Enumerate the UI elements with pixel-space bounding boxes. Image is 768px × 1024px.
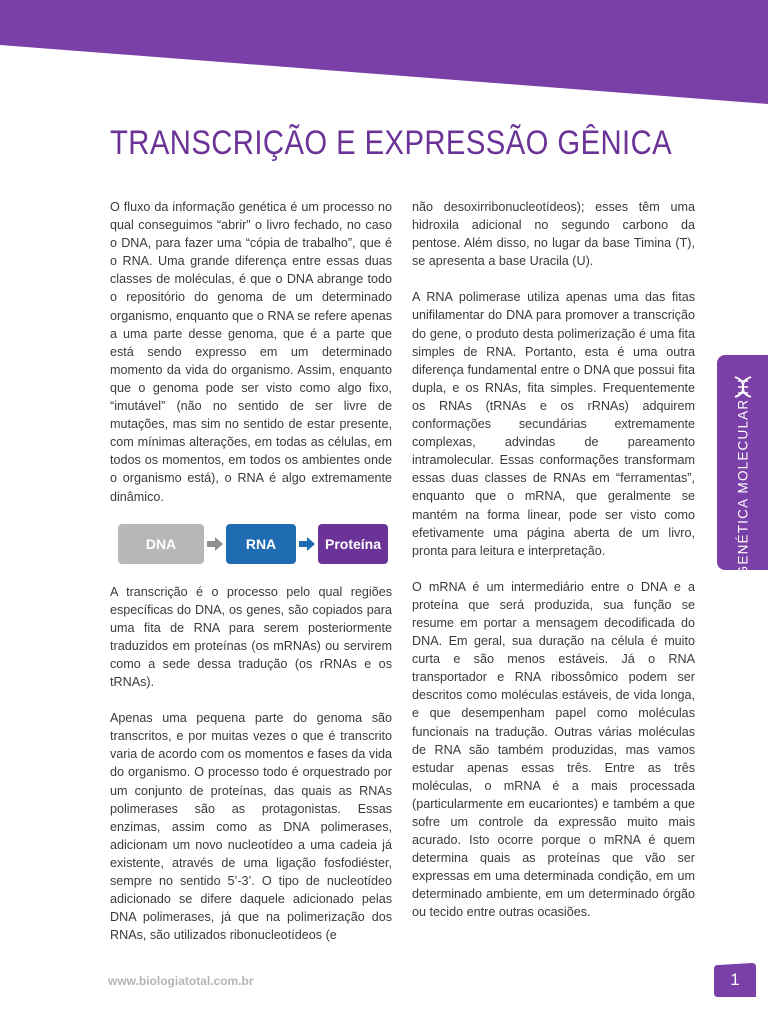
paragraph: O mRNA é um intermediário entre o DNA e a proteína que será produzida, sua função se resume em portar a mensagem decodificada do DNA. Em geral, sua duração na célula é muito curta e são menos estáveis. Já o RNA transportador e RNA ribossômico podem ser descritos como moléculas estáveis, de vida longa, e que desempenham papel como moléculas funcionais na tradução. Outras várias moléculas de RNA são também produzidas, mas vamos estudar apenas essas três. Entre as três moléculas, o mRNA é a mais processada (particularmente em eucariontes) e também a que sofre um controle da expressão muito mais acurado. Isto ocorre porque o mRNA é quem determina quais as proteínas que vão ser expressas em uma determinada condição, em um determinado ambiente, em um determinado órgão ou tecido entre outras ocasiões.: [412, 579, 695, 920]
footer-url: www.biologiatotal.com.br: [108, 974, 254, 988]
arrow-right-icon: [296, 537, 318, 551]
paragraph: O fluxo da informação genética é um processo no qual conseguimos “abrir” o livro fechado, no caso o DNA, para fazer uma “cópia de trabalho”, que é o RNA. Uma grande diferença entre essas duas classes de moléculas, é que o DNA abrange todo o repositório do genoma de um determinado organismo, enquanto que o RNA se refere apenas a uma parte desse genoma, que é a parte que está sendo expresso em um determinado momento da vida do organismo. Assim, enquanto que o genoma pode ser visto como algo fixo, “imutável” (não no sentido de ser livre de mutações, mas sim no sentido de estar presente, com mínimas alterações, em todas as células, em todos os momentos, em todos os ambientes onde o organismo está), o RNA é algo extremamente dinâmico.: [110, 200, 392, 504]
page-number: 1: [730, 970, 740, 989]
dna-rna-protein-flow-diagram: [118, 524, 392, 564]
left-column: [110, 198, 392, 962]
flow-box-dna: DNA: [118, 524, 204, 564]
side-tab-label: GENÉTICA MOLECULAR: [735, 398, 751, 577]
paragraph: Apenas uma pequena parte do genoma são transcritos, e por muitas vezes o que é transcrito varia de acordo com os momentos e fases da vida do organismo. O processo todo é orquestrado por um conjunto de proteínas, das quais as RNAs polimerases são as protagonistas. Essas enzimas, assim como as DNA polimerases, adicionam um novo nucleotídeo a uma cadeia já existente, através de uma ligação fosfodiéster, sempre no sentido 5’-3’. O tipo de nucleotídeo adicionado se difere daquele adicionado pelas DNA polimerases, já que na polimerização dos RNAs, são utilizados ribonucleotídeos (e: [110, 711, 392, 943]
section-side-tab: [717, 355, 768, 577]
arrow-right-icon: [204, 537, 226, 551]
paragraph: A transcrição é o processo pelo qual regiões específicas do DNA, os genes, são copiados para uma fita de RNA para serem posteriormente traduzidos em proteínas (os mRNAs) ou servirem como a sede dessa tradução (os rRNAs e os tRNAs).: [110, 584, 392, 690]
right-column: [412, 198, 695, 940]
flow-box-protein: Proteína: [318, 524, 388, 564]
paragraph: não desoxirribonucleotídeos); esses têm uma hidroxila adicional no segundo carbono da pentose. Além disso, no lugar da base Timina (T), se apresenta a base Uracila (U).: [412, 200, 695, 269]
page-title: TRANSCRIÇÃO E EXPRESSÃO GÊNICA: [110, 124, 673, 162]
header-banner: [0, 0, 768, 110]
paragraph: A RNA polimerase utiliza apenas uma das fitas unifilamentar do DNA para promover a transcrição do gene, o produto desta polimerização é uma fita simples de RNA. Portanto, esta é uma outra diferença fundamental entre o DNA que possui fita dupla, e os RNAs, fita simples. Frequentemente os RNAs (tRNAs e os rRNAs) adquirem conformações secundárias extremamente complexas, advindas de pareamento intramolecular. Essas conformações transformam essas duas classes de RNAs em “ferramentas”, enquanto que o mRNA, que geralmente se mantém na forma linear, pode ser visto como efetivamente uma página aberta de um livro, pronta para leitura e interpretação.: [412, 290, 695, 558]
flow-box-rna: RNA: [226, 524, 296, 564]
